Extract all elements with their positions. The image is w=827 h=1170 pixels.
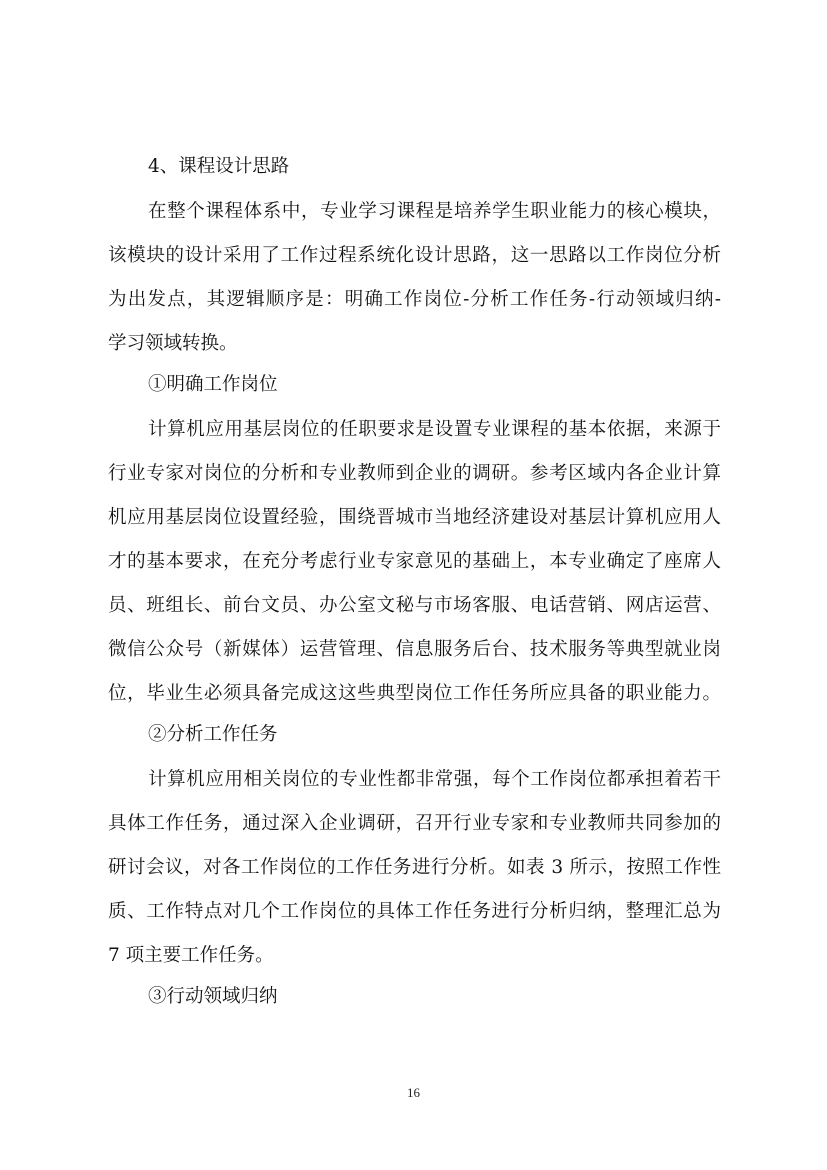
step2-paragraph-line: 计算机应用相关岗位的专业性都非常强，每个工作岗位都承担着若干 (148, 769, 721, 790)
step1-heading: ①明确工作岗位 (148, 374, 278, 395)
step2-paragraph-line: 质、工作特点对几个工作岗位的具体工作任务进行分析归纳，整理汇总为 (108, 901, 721, 922)
section-heading: 4、课程设计思路 (148, 156, 290, 177)
intro-paragraph-line: 学习领域转换。 (108, 333, 238, 354)
step1-paragraph-line: 行业专家对岗位的分析和专业教师到企业的调研。参考区域内各企业计算 (108, 463, 721, 484)
step2-heading: ②分析工作任务 (148, 724, 278, 745)
step1-paragraph-line: 机应用基层岗位设置经验，围绕晋城市当地经济建设对基层计算机应用人 (108, 507, 721, 528)
step1-paragraph-line: 员、班组长、前台文员、办公室文秘与市场客服、电话营销、网店运营、 (108, 595, 721, 616)
page-number: 16 (407, 1085, 420, 1100)
step2-paragraph-line: 研讨会议，对各工作岗位的工作任务进行分析。如表 3 所示，按照工作性 (108, 857, 721, 878)
step2-paragraph-line: 7 项主要工作任务。 (108, 945, 274, 966)
step1-paragraph-line: 计算机应用基层岗位的任职要求是设置专业课程的基本依据，来源于 (148, 419, 721, 440)
step1-paragraph-line: 才的基本要求，在充分考虑行业专家意见的基础上，本专业确定了座席人 (108, 551, 721, 572)
step3-heading: ③行动领域归纳 (148, 986, 278, 1007)
intro-paragraph-line: 为出发点，其逻辑顺序是：明确工作岗位-分析工作任务-行动领域归纳- (108, 289, 721, 310)
step2-paragraph-line: 具体工作任务，通过深入企业调研，召开行业专家和专业教师共同参加的 (108, 813, 721, 834)
intro-paragraph-line: 在整个课程体系中，专业学习课程是培养学生职业能力的核心模块， (148, 201, 721, 222)
step1-paragraph-line: 位，毕业生必须具备完成这这些典型岗位工作任务所应具备的职业能力。 (108, 683, 721, 704)
step1-paragraph-line: 微信公众号（新媒体）运营管理、信息服务后台、技术服务等典型就业岗 (108, 639, 721, 660)
intro-paragraph-line: 该模块的设计采用了工作过程系统化设计思路，这一思路以工作岗位分析 (108, 245, 721, 266)
